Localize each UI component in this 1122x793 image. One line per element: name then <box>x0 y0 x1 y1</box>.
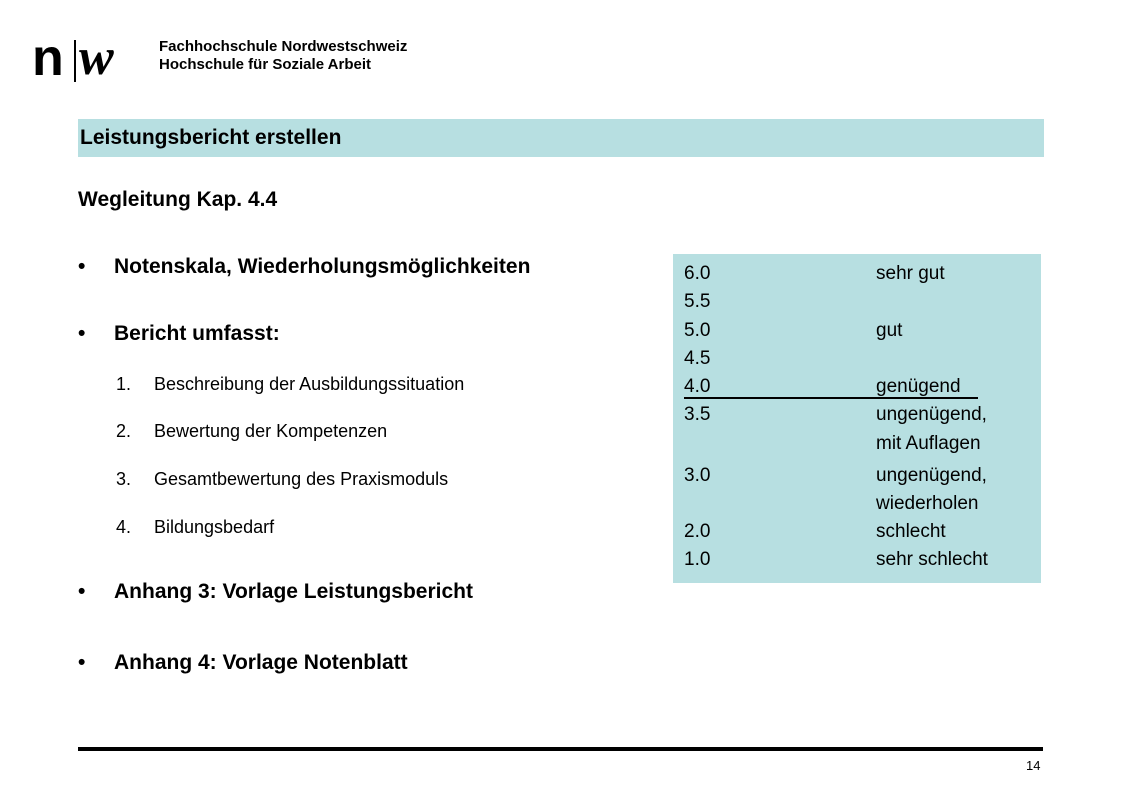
bullet-text: Notenskala, Wiederholungsmöglichkeiten <box>114 255 531 278</box>
page-number: 14 <box>1026 758 1041 773</box>
grade-value: 2.0 <box>684 521 711 542</box>
grade-row <box>684 521 1034 547</box>
list-item-text: Gesamtbewertung des Praxismoduls <box>154 469 449 489</box>
list-item <box>116 517 274 538</box>
grade-row <box>684 404 1034 430</box>
grade-row <box>684 493 1034 519</box>
logo-text <box>159 38 407 74</box>
list-item-text: Bewertung der Kompetenzen <box>154 421 388 441</box>
list-item <box>116 469 448 490</box>
logo-divider <box>74 40 76 82</box>
grade-value: 4.5 <box>684 348 711 369</box>
bullet-text: Bericht umfasst: <box>114 322 280 345</box>
grade-label: ungenügend, <box>876 404 987 425</box>
subtitle: Wegleitung Kap. 4.4 <box>78 188 278 211</box>
pass-threshold-line <box>684 397 978 399</box>
list-item-text: Beschreibung der Ausbildungssituation <box>154 374 465 394</box>
bullet-dot: • <box>78 580 86 603</box>
grade-label: mit Auflagen <box>876 433 981 454</box>
grade-row <box>684 291 1034 317</box>
grade-row <box>684 263 1034 289</box>
page-title: Leistungsbericht erstellen <box>80 126 342 149</box>
grade-value: 5.0 <box>684 320 711 341</box>
grade-value: 3.5 <box>684 404 711 425</box>
bullet-dot: • <box>78 255 86 278</box>
bullet-anhang-4 <box>78 651 408 675</box>
logo-line-1: Fachhochschule Nordwestschweiz <box>159 38 408 55</box>
grade-label: ungenügend, <box>876 465 987 486</box>
grade-value: 1.0 <box>684 549 711 570</box>
grade-label: schlecht <box>876 521 946 542</box>
list-item <box>116 421 387 442</box>
grade-value: 5.5 <box>684 291 711 312</box>
grade-value: 3.0 <box>684 465 711 486</box>
bullet-anhang-3 <box>78 580 473 604</box>
grade-value: 4.0 <box>684 376 711 397</box>
bullet-dot: • <box>78 651 86 674</box>
logo-mark-w: w <box>79 29 113 86</box>
list-item <box>116 374 464 395</box>
bullet-notenskala <box>78 255 530 279</box>
grade-scale-box <box>673 254 1041 583</box>
bullet-text: Anhang 4: Vorlage Notenblatt <box>114 651 408 674</box>
list-item-text: Bildungsbedarf <box>154 517 275 537</box>
grade-row <box>684 348 1034 374</box>
list-item-number: 2. <box>116 421 132 441</box>
logo-mark-n: n <box>32 29 63 87</box>
list-item-number: 1. <box>116 374 132 394</box>
grade-row <box>684 549 1034 575</box>
logo-line-2: Hochschule für Soziale Arbeit <box>159 56 371 73</box>
grade-row <box>684 320 1034 346</box>
grade-label: sehr schlecht <box>876 549 988 570</box>
grade-label: sehr gut <box>876 263 945 284</box>
grade-label: wiederholen <box>876 493 979 514</box>
list-item-number: 4. <box>116 517 132 537</box>
title-band <box>78 119 1044 157</box>
grade-label: gut <box>876 320 903 341</box>
bullet-bericht <box>78 322 280 346</box>
bullet-dot: • <box>78 322 86 345</box>
bullet-text: Anhang 3: Vorlage Leistungsbericht <box>114 580 473 603</box>
grade-row <box>684 465 1034 491</box>
grade-value: 6.0 <box>684 263 711 284</box>
grade-label: genügend <box>876 376 961 397</box>
grade-row <box>684 433 1034 459</box>
fhnw-logo <box>32 29 412 87</box>
footer-divider <box>78 747 1043 751</box>
list-item-number: 3. <box>116 469 132 489</box>
